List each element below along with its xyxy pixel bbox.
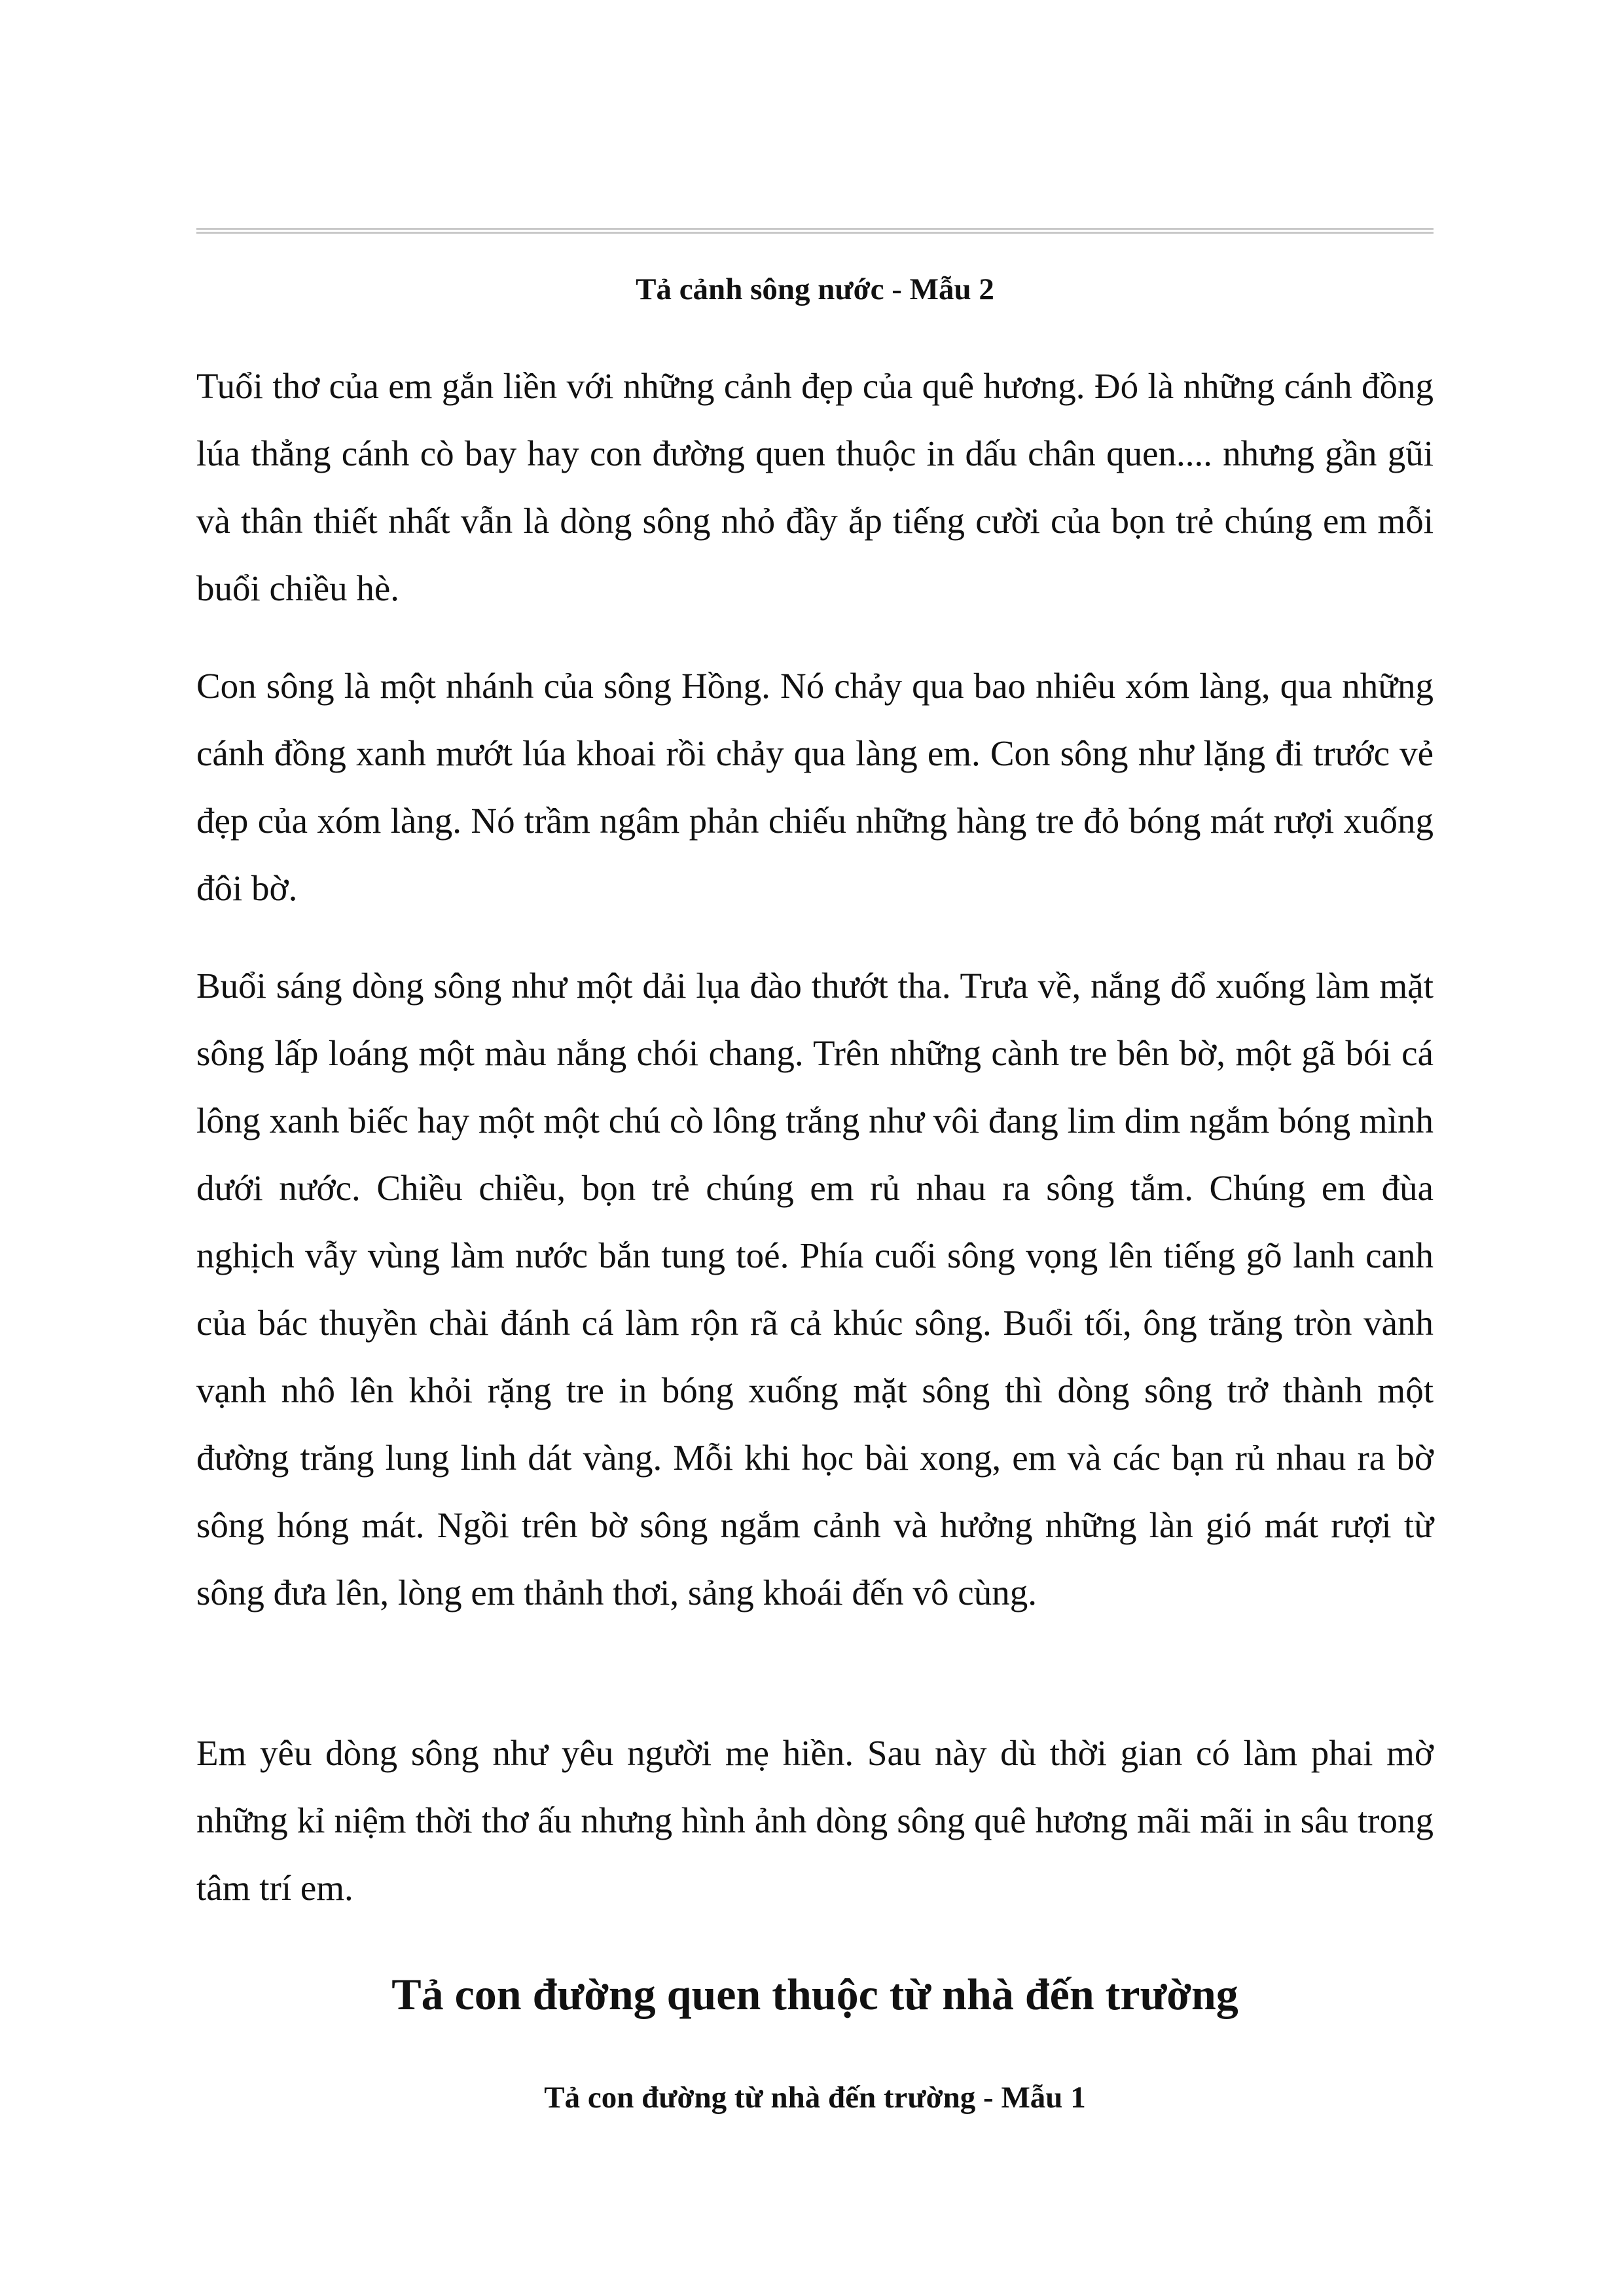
section-subtitle: Tả cảnh sông nước - Mẫu 2 xyxy=(636,272,994,306)
section-subtitle: Tả con đường từ nhà đến trường - Mẫu 1 xyxy=(544,2081,1086,2115)
paragraph: Buổi sáng dòng sông như một dải lụa đào thướt tha. Trưa về, nắng đổ xuống làm mặt sông lấp loáng một màu nắng chói chang. Trên những cành tre bên bờ, một gã bói cá lông xanh biếc hay một một chú cò lông trắng như vôi đang lim dim ngắm bóng mình dưới nước. Chiều chiều, bọn trẻ chúng em rủ nhau ra sông tắm. Chúng em đùa nghịch vẫy vùng làm nước bắn tung toé. Phía cuối sông vọng lên tiếng gõ lanh canh của bác thuyền chài đánh cá làm rộn rã cả khúc sông. Buổi tối, ông trăng tròn vành vạnh nhô lên khỏi rặng tre in bóng xuống mặt sông thì dòng sông trở thành một đường trăng lung linh dát vàng. Mỗi khi học bài xong, em và các bạn rủ nhau ra bờ sông hóng mát. Ngồi trên bờ sông ngắm cảnh và hưởng những làn gió mát rượi từ sông đưa lên, lòng em thảnh thơi, sảng khoái đến vô cùng. xyxy=(196,966,1434,1613)
paragraph: Em yêu dòng sông như yêu người mẹ hiền. Sau này dù thời gian có làm phai mờ những kỉ niệm thời thơ ấu nhưng hình ảnh dòng sông quê hương mãi mãi in sâu trong tâm trí em. xyxy=(196,1733,1434,1908)
paragraph: Con sông là một nhánh của sông Hồng. Nó chảy qua bao nhiêu xóm làng, qua những cánh đồng xanh mướt lúa khoai rồi chảy qua làng em. Con sông như lặng đi trước vẻ đẹp của xóm làng. Nó trầm ngâm phản chiếu những hàng tre đỏ bóng mát rượi xuống đôi bờ. xyxy=(196,666,1434,908)
document-page xyxy=(196,0,1434,2296)
horizontal-rule xyxy=(196,228,1434,234)
paragraph: Tuổi thơ của em gắn liền với những cảnh đẹp của quê hương. Đó là những cánh đồng lúa thẳng cánh cò bay hay con đường quen thuộc in dấu chân quen.... nhưng gần gũi và thân thiết nhất vẫn là dòng sông nhỏ đầy ắp tiếng cười của bọn trẻ chúng em mỗi buổi chiều hè. xyxy=(196,366,1434,608)
section-title: Tả con đường quen thuộc từ nhà đến trường xyxy=(391,1969,1238,2019)
